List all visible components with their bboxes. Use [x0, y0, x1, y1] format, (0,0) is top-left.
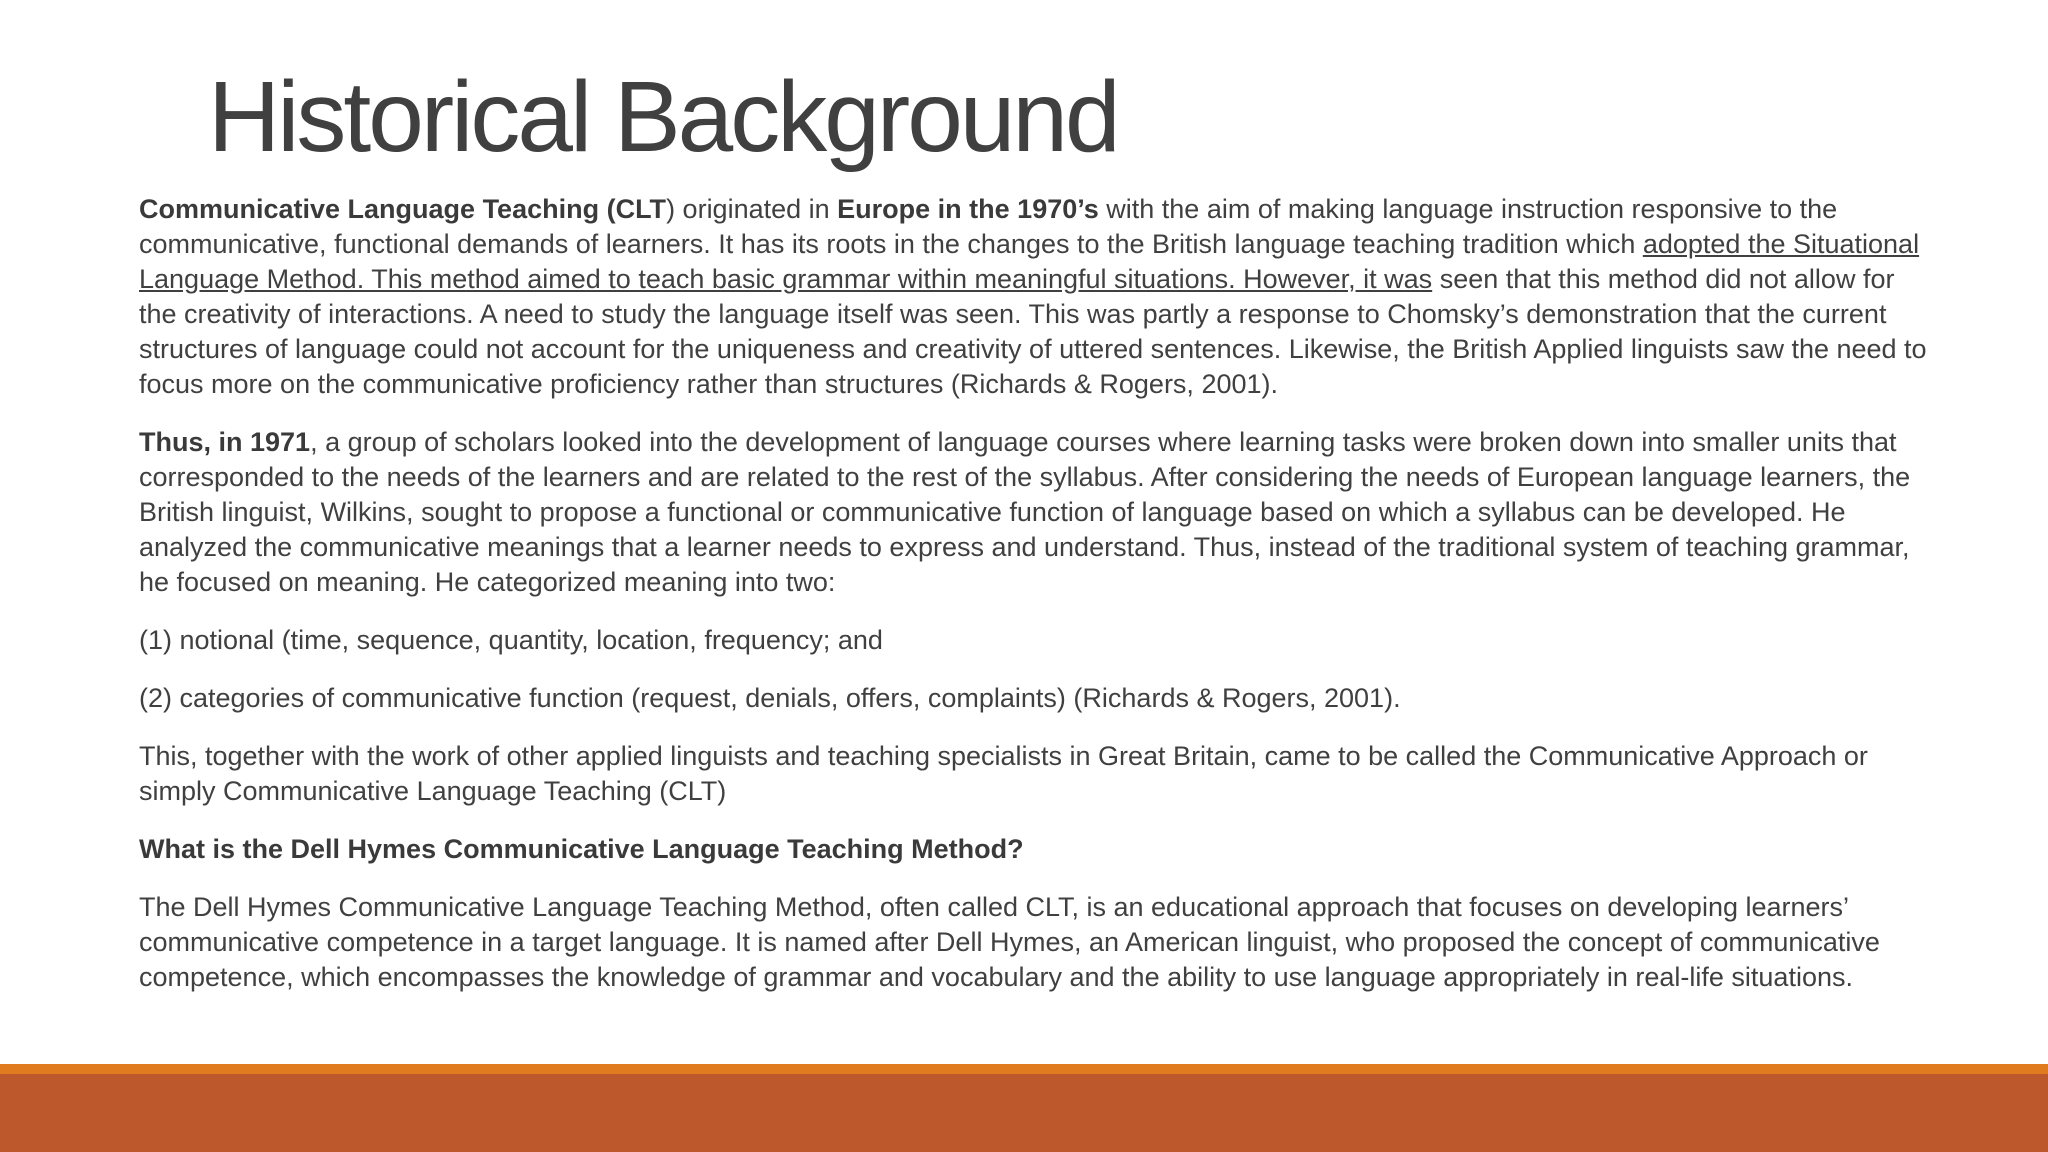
bold-text: Europe in the 1970’s	[837, 194, 1099, 224]
text-run: , a group of scholars looked into the development of language courses where learning tasks were broken down into smaller units that corresponded to the needs of the learners and are related to the rest of the syllabus. After considering the needs of European language learners, the British linguist, Wilkins, sought to propose a functional or communicative function of language based on which a syllabus can be developed. He analyzed the communicative meanings that a learner needs to express and understand. Thus, instead of the traditional system of teaching grammar, he focused on meaning. He categorized meaning into two:	[139, 427, 1911, 597]
paragraph-communicative-approach: This, together with the work of other applied linguists and teaching specialists in Great Britain, came to be called the Communicative Approach or simply Communicative Language Teaching (CLT)	[139, 741, 1868, 806]
bold-text: Thus, in 1971	[139, 427, 311, 457]
list-item-notional: (1) notional (time, sequence, quantity, location, frequency; and	[139, 625, 883, 655]
slide-body	[139, 192, 1929, 1018]
bold-text: What is the Dell Hymes Communicative Language Teaching Method?	[139, 834, 1024, 864]
question-heading	[139, 832, 1929, 867]
bold-text: Communicative Language Teaching (CLT	[139, 194, 667, 224]
footer-bar	[0, 1074, 2048, 1152]
text-run: with the aim of making language instruction responsive to the communicative, functional demands of learners. It has its roots in the changes to the British language teaching tradition which	[139, 194, 1838, 259]
list-item-communicative-function: (2) categories of communicative function (request, denials, offers, complaints) (Richards & Rogers, 2001).	[139, 683, 1401, 713]
underlined-text: adopted the Situational Language Method. This method aimed to teach basic grammar within meaningful situations. However, it was	[139, 229, 1920, 294]
accent-bar	[0, 1064, 2048, 1074]
paragraph-dell-hymes: The Dell Hymes Communicative Language Teaching Method, often called CLT, is an educational approach that focuses on developing learners’ communicative competence in a target language. It is named after Dell Hymes, an American linguist, who proposed the concept of communicative competence, which encompasses the knowledge of grammar and vocabulary and the ability to use language appropriately in real-life situations.	[139, 892, 1880, 992]
paragraph-clt-origin	[139, 192, 1929, 402]
text-run: seen that this method did not allow for the creativity of interactions. A need to study the language itself was seen. This was partly a response to Chomsky’s demonstration that the current structures of language could not account for the uniqueness and creativity of uttered sentences. Likewise, the British Applied linguists saw the need to focus more on the communicative proficiency rather than structures (Richards & Rogers, 2001).	[139, 264, 1927, 399]
text-run: ) originated in	[666, 194, 838, 224]
slide-title: Historical Background	[208, 61, 1118, 173]
paragraph-1971	[139, 425, 1929, 600]
